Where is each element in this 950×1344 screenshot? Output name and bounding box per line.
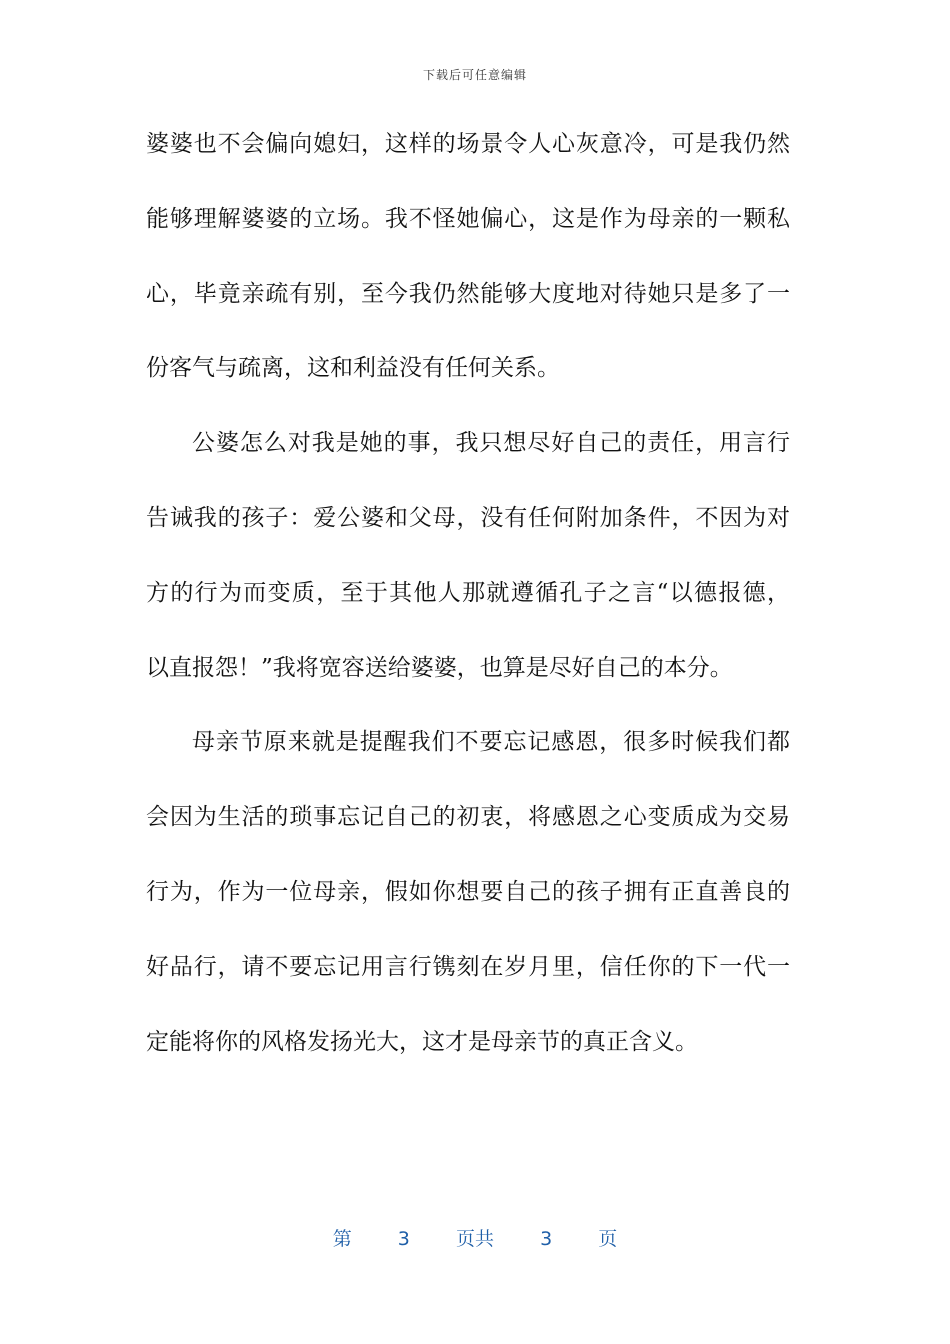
paragraph-line: 份客气与疏离，这和利益没有任何关系。 <box>146 355 560 382</box>
paragraph-line: 好品行，请不要忘记用言行镌刻在岁月里，信任你的下一代一 <box>146 953 790 980</box>
paragraph-line: 以直报怨！”我将宽容送给婆婆，也算是尽好自己的本分。 <box>146 654 733 681</box>
paragraph-line: 能够理解婆婆的立场。我不怪她偏心，这是作为母亲的一颗私 <box>146 205 790 232</box>
page-header: 下载后可任意编辑 <box>422 68 527 82</box>
paragraph-line: 会因为生活的琐事忘记自己的初衷，将感恩之心变质成为交易 <box>146 804 790 831</box>
paragraph-line: 心，毕竟亲疏有别，至今我仍然能够大度地对待她只是多了一 <box>146 280 790 307</box>
paragraph-line: 告诫我的孩子：爱公婆和父母，没有任何附加条件，不因为对 <box>146 504 790 531</box>
total-pages-number: 3 <box>540 1228 553 1250</box>
paragraph-line: 母亲节原来就是提醒我们不要忘记感恩，很多时候我们都 <box>192 729 790 756</box>
page-suffix: 页 <box>598 1228 618 1250</box>
paragraph-line: 婆婆也不会偏向媳妇，这样的场景令人心灰意冷，可是我仍然 <box>146 131 790 157</box>
paragraph-line: 定能将你的风格发扬光大，这才是母亲节的真正含义。 <box>146 1028 698 1055</box>
paragraph-line: 公婆怎么对我是她的事，我只想尽好自己的责任，用言行 <box>192 430 790 457</box>
document-body <box>146 118 790 1090</box>
page-mid: 页共 <box>455 1228 494 1250</box>
current-page-number: 3 <box>397 1228 410 1250</box>
page-footer <box>0 1224 950 1251</box>
paragraph-line: 方的行为而变质，至于其他人那就遵循孔子之言“以德报德， <box>146 579 790 606</box>
page-prefix: 第 <box>332 1228 352 1250</box>
paragraph-line: 行为，作为一位母亲，假如你想要自己的孩子拥有正直善良的 <box>146 878 790 905</box>
